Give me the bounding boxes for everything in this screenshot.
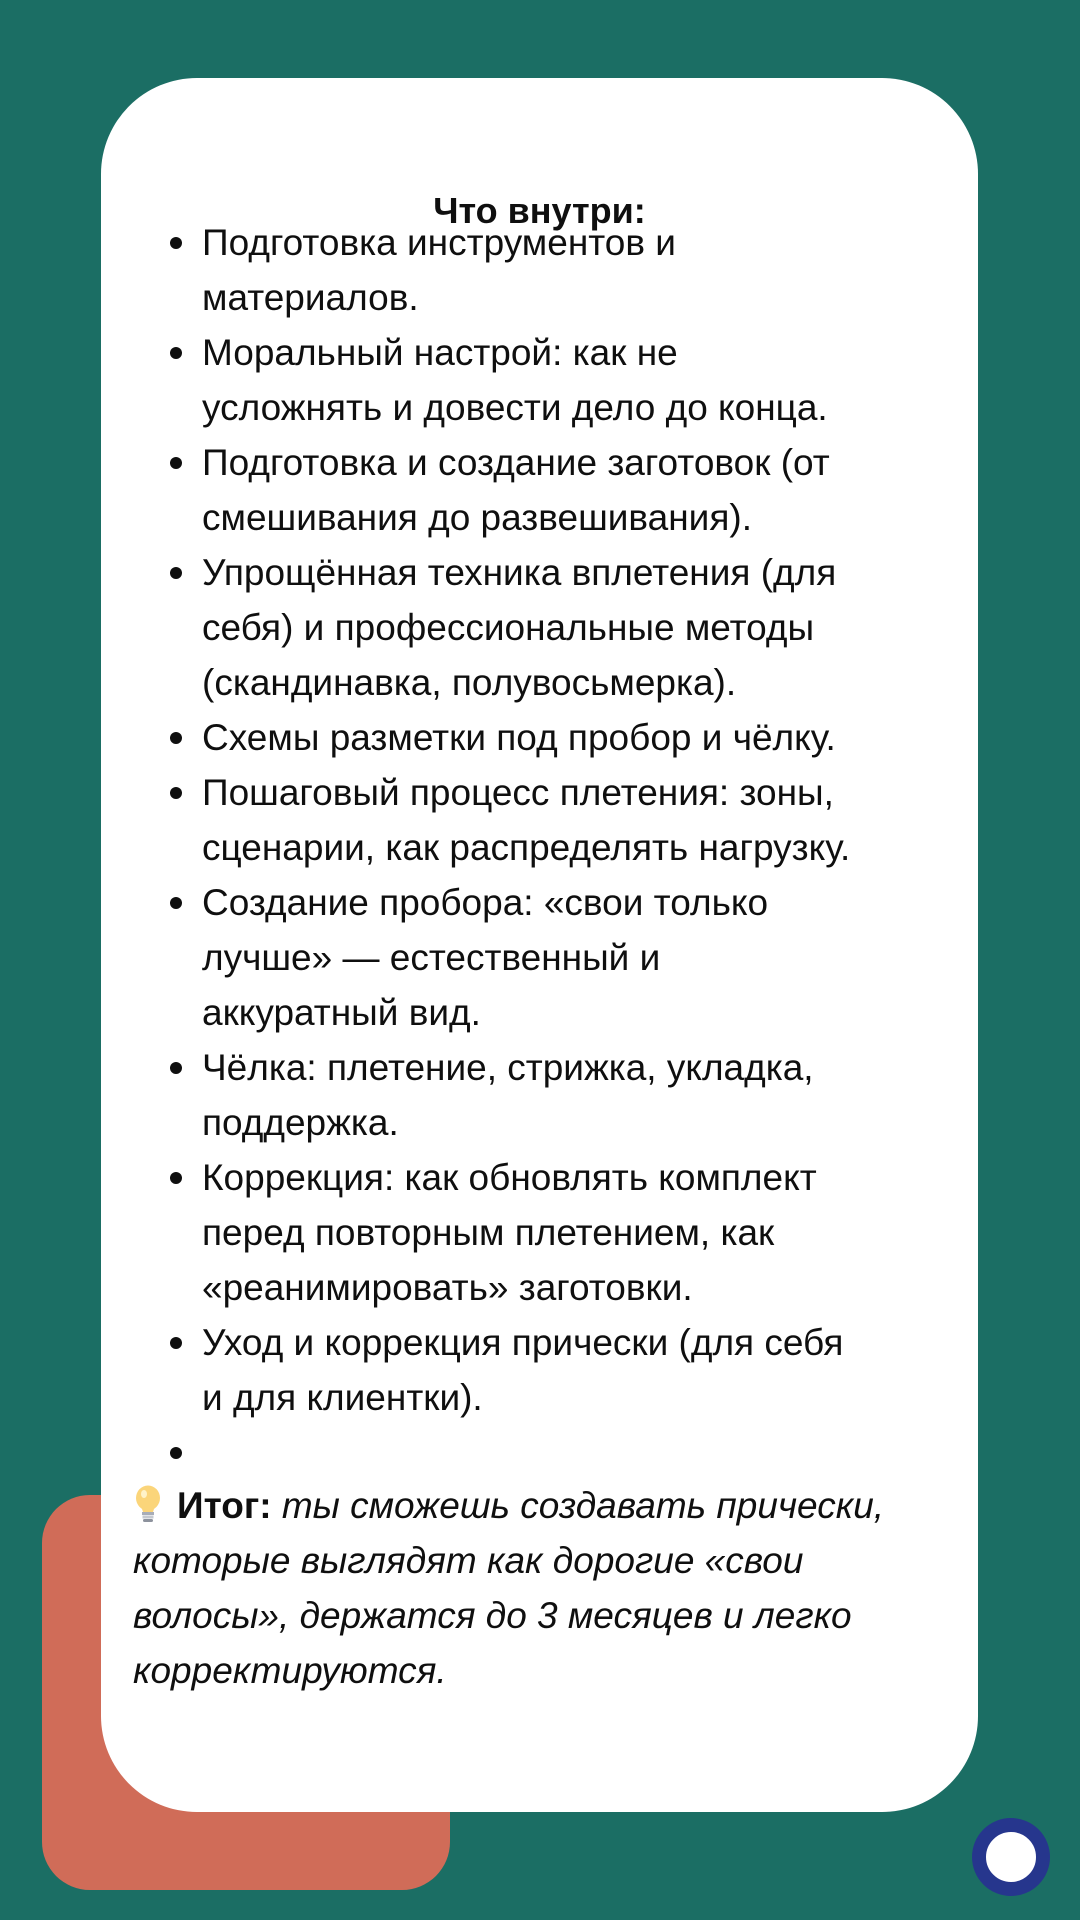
list-item-empty [101, 1425, 851, 1480]
summary-label: Итог: [177, 1485, 272, 1526]
card-title: Что внутри: [433, 190, 646, 231]
list-item: Упрощённая техника вплетения (для себя) и профессиональные методы (скандинавка, полувосьмерка). [101, 545, 851, 710]
feature-list [101, 215, 851, 1480]
summary [133, 1478, 963, 1698]
lightbulb-icon [133, 1484, 163, 1524]
list-item: Уход и коррекция прически (для себя и для клиентки). [101, 1315, 851, 1425]
list-item: Коррекция: как обновлять комплект перед повторным плетением, как «реанимировать» заготовки. [101, 1150, 851, 1315]
summary-text: ты сможешь создавать прически, которые выглядят как дорогие «свои волосы», держатся до 3 месяцев и легко корректируются. [133, 1485, 885, 1691]
list-item: Подготовка инструментов и материалов. [101, 215, 851, 325]
list-item: Создание пробора: «свои только лучше» — естественный и аккуратный вид. [101, 875, 851, 1040]
list-item: Подготовка и создание заготовок (от смешивания до развешивания). [101, 435, 851, 545]
list-item: Чёлка: плетение, стрижка, укладка, поддержка. [101, 1040, 851, 1150]
list-item: Моральный настрой: как не усложнять и довести дело до конца. [101, 325, 851, 435]
list-item: Схемы разметки под пробор и чёлку. [101, 710, 851, 765]
circle-button[interactable] [972, 1818, 1050, 1896]
list-item: Пошаговый процесс плетения: зоны, сценарии, как распределять нагрузку. [101, 765, 851, 875]
